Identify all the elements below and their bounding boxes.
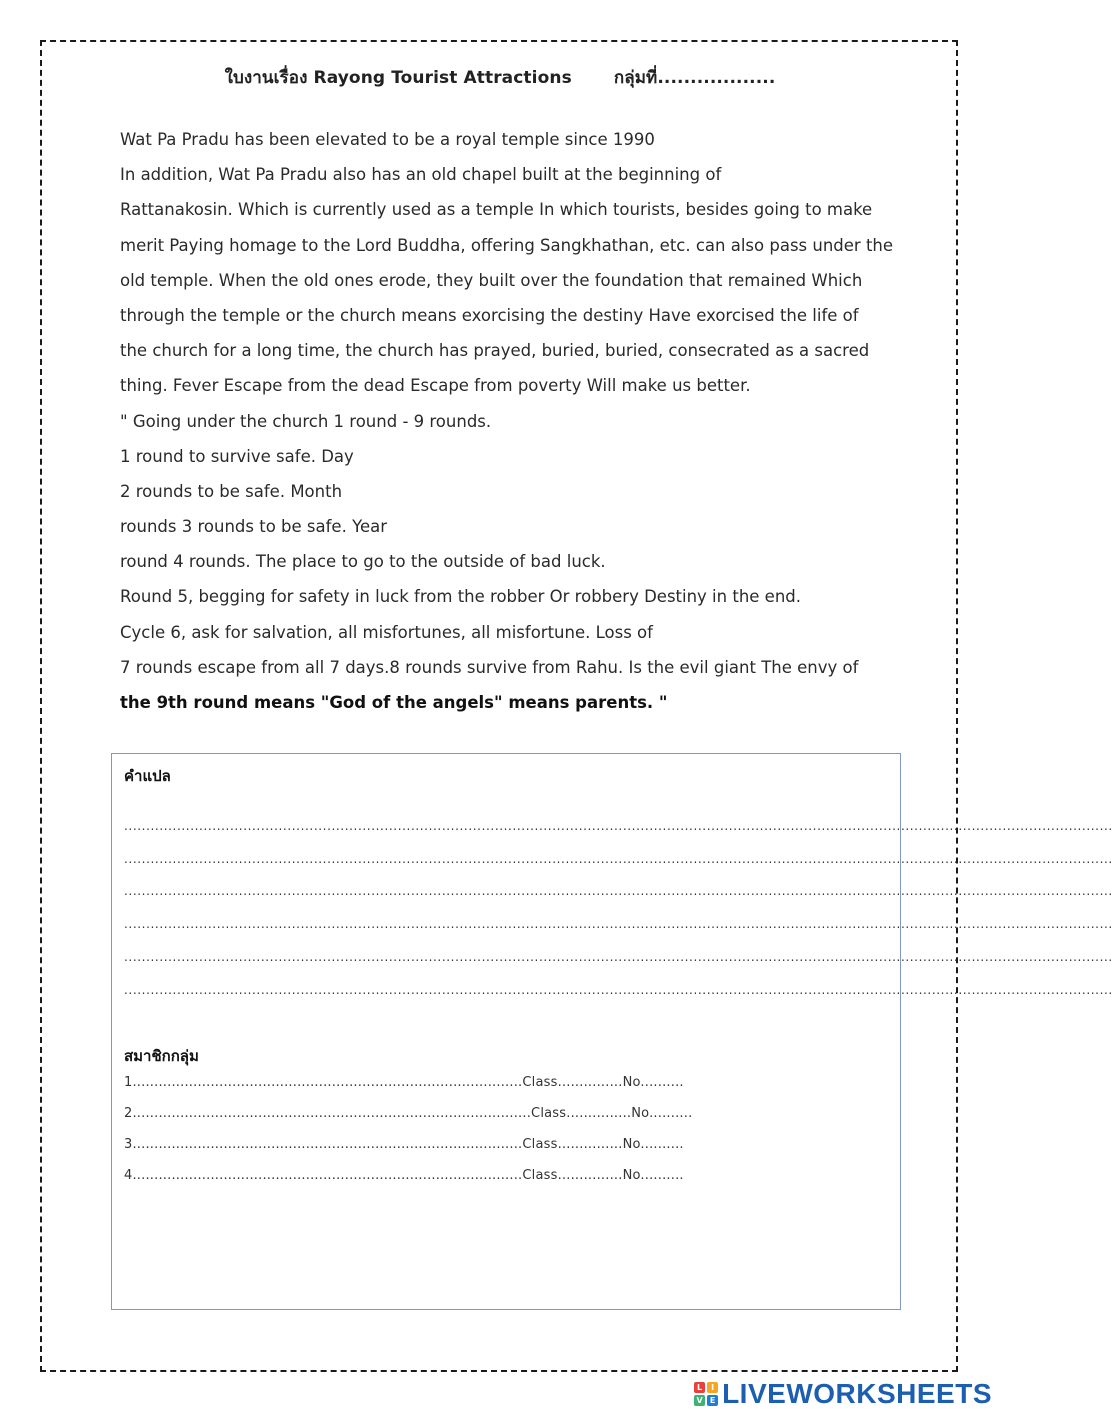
translation-label: คำแปล — [124, 767, 171, 785]
reading-passage — [120, 122, 900, 720]
liveworksheets-logo-text: LIVEWORKSHEETS — [722, 1378, 992, 1409]
group-members-label: สมาชิกกลุ่ม — [124, 1047, 199, 1065]
passage-line: " Going under the church 1 round - 9 rounds. — [120, 411, 492, 431]
liveworksheets-logo[interactable] — [694, 1378, 992, 1410]
passage-line-bold: the 9th round means "God of the angels" means parents. " — [120, 693, 668, 712]
passage-line: Round 5, begging for safety in luck from the robber Or robbery Destiny in the end. — [120, 587, 801, 607]
passage-line: Rattanakosin. Which is currently used as a temple In which tourists, besides going to make — [120, 200, 873, 220]
member-row[interactable]: 4..........................................................................................Class...............No.......... — [124, 1168, 684, 1183]
worksheet-header — [0, 64, 1000, 91]
member-row[interactable]: 1..........................................................................................Class...............No.......... — [124, 1075, 684, 1090]
passage-line: Cycle 6, ask for salvation, all misfortunes, all misfortune. Loss of — [120, 622, 653, 642]
translation-answer-line[interactable]: ................................................................................................................................................................................................................................ — [124, 819, 1113, 833]
logo-tile-l: L — [694, 1382, 705, 1393]
translation-answer-line[interactable]: ................................................................................................................................................................................................................................ — [124, 884, 1113, 898]
member-row[interactable]: 3..........................................................................................Class...............No.......... — [124, 1137, 684, 1152]
passage-line: old temple. When the old ones erode, they built over the foundation that remained Which — [120, 270, 863, 290]
passage-line: round 4 rounds. The place to go to the outside of bad luck. — [120, 552, 606, 572]
translation-answer-line[interactable]: ................................................................................................................................................................................................................................ — [124, 983, 1113, 997]
passage-line: rounds 3 rounds to be safe. Year — [120, 517, 388, 537]
logo-tile-i: I — [707, 1382, 718, 1393]
member-row[interactable]: 2............................................................................................Class...............No.......... — [124, 1106, 693, 1121]
passage-line: merit Paying homage to the Lord Buddha, offering Sangkhathan, etc. can also pass under the — [120, 235, 894, 255]
answer-box — [111, 753, 1113, 1310]
translation-answer-line[interactable]: ................................................................................................................................................................................................................................ — [124, 852, 1113, 866]
passage-line: In addition, Wat Pa Pradu also has an old chapel built at the beginning of — [120, 165, 722, 185]
translation-answer-line[interactable]: ................................................................................................................................................................................................................................ — [124, 950, 1113, 964]
passage-line: through the temple or the church means exorcising the destiny Have exorcised the life of — [120, 305, 859, 325]
passage-line: thing. Fever Escape from the dead Escape from poverty Will make us better. — [120, 376, 751, 396]
worksheet-title: ใบงานเรื่อง Rayong Tourist Attractions — [224, 68, 572, 88]
passage-line: Wat Pa Pradu has been elevated to be a royal temple since 1990 — [120, 130, 655, 149]
group-number-field[interactable]: กลุ่มที่.................. — [613, 68, 776, 88]
passage-line: 7 rounds escape from all 7 days.8 rounds survive from Rahu. Is the evil giant The envy of — [120, 657, 859, 677]
liveworksheets-logo-icon — [694, 1382, 718, 1406]
passage-line: 2 rounds to be safe. Month — [120, 481, 343, 501]
translation-answer-line[interactable]: ................................................................................................................................................................................................................................ — [124, 917, 1113, 931]
passage-line: 1 round to survive safe. Day — [120, 446, 354, 466]
logo-tile-e: E — [707, 1395, 718, 1406]
passage-line: the church for a long time, the church has prayed, buried, buried, consecrated as a sacred — [120, 341, 870, 361]
logo-tile-v: V — [694, 1395, 705, 1406]
